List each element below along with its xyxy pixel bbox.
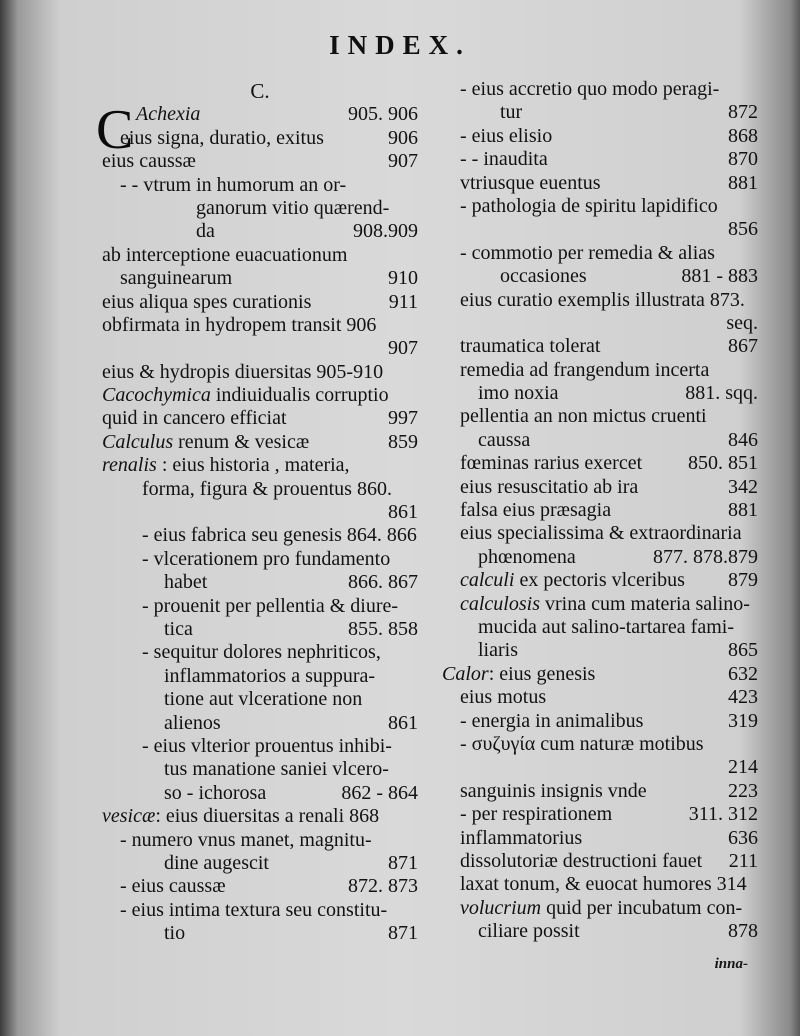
entry-description: remedia ad frangendum incerta xyxy=(460,358,710,381)
page-reference: 850. 851 xyxy=(688,452,758,475)
entry-description: - eius caussæ xyxy=(120,875,226,898)
entry-text xyxy=(164,571,207,594)
page-reference: 214 xyxy=(728,756,758,779)
entry-description: - sequitur dolores nephriticos, xyxy=(142,641,381,664)
entry-text xyxy=(102,314,376,337)
page-reference: 906 xyxy=(388,126,418,149)
index-entry xyxy=(460,195,758,218)
page-reference: 871 xyxy=(388,851,418,874)
index-entry xyxy=(460,756,758,779)
index-entry xyxy=(102,618,418,641)
entry-text xyxy=(460,780,647,803)
entry-text xyxy=(120,899,387,922)
entry-keyword: volucrium xyxy=(460,896,542,919)
entry-description: obfirmata in hydropem transit 906 xyxy=(102,313,377,336)
entry-description: quid per incubatum con- xyxy=(541,896,743,919)
index-entry xyxy=(102,782,418,805)
page-reference: 872 xyxy=(728,101,758,124)
entry-description: dine augescit xyxy=(164,851,269,874)
index-entry xyxy=(460,897,758,920)
entry-text xyxy=(478,429,530,452)
index-entry xyxy=(102,454,418,477)
entry-description: dissolutoriæ destructioni fauet xyxy=(460,849,703,872)
entry-text xyxy=(478,616,734,639)
index-entry xyxy=(460,312,758,335)
entry-description: - eius vlterior prouentus inhibi- xyxy=(142,734,392,757)
entry-text xyxy=(102,244,347,267)
entry-description: liaris xyxy=(478,639,518,662)
entry-text xyxy=(120,127,324,150)
entry-keyword: vesicæ xyxy=(102,805,156,828)
entry-text xyxy=(460,803,612,826)
entry-keyword: Achexia xyxy=(136,103,201,126)
index-entry xyxy=(460,920,758,943)
page-reference: 871 xyxy=(388,922,418,945)
page-reference: 423 xyxy=(728,686,758,709)
page-reference: 846 xyxy=(728,428,758,451)
entry-text xyxy=(460,593,750,616)
entry-description: : eius diuersitas a renali 868 xyxy=(155,805,380,828)
index-entry xyxy=(460,148,758,171)
index-entry xyxy=(102,384,418,407)
page-reference: 879 xyxy=(728,569,758,592)
entry-text xyxy=(102,805,379,828)
index-entry xyxy=(102,244,418,267)
entry-description: inflammatorios a suppura- xyxy=(164,664,376,687)
entry-text xyxy=(460,897,742,920)
entry-text xyxy=(478,546,576,569)
index-entry xyxy=(460,476,758,499)
index-entry xyxy=(460,569,758,592)
page-reference: 311. 312 xyxy=(688,803,758,826)
index-entry xyxy=(102,150,418,173)
index-entry xyxy=(102,899,418,922)
entry-text xyxy=(460,289,745,312)
index-entry xyxy=(460,593,758,616)
entry-text xyxy=(164,618,193,641)
entry-text xyxy=(136,103,200,126)
entry-text xyxy=(142,735,392,758)
page-reference: 861 xyxy=(388,711,418,734)
entry-description: traumatica tolerat xyxy=(460,335,601,358)
entry-description: - commotio per remedia & alias xyxy=(460,241,715,264)
entry-text xyxy=(164,712,221,735)
index-entry xyxy=(460,429,758,452)
entry-description: - eius intima textura seu constitu- xyxy=(120,898,388,921)
entry-description: - prouenit per pellentia & diure- xyxy=(142,594,399,617)
drop-cap-letter: C xyxy=(96,99,134,162)
entry-text xyxy=(164,922,185,945)
page-reference: 855. 858 xyxy=(348,617,418,640)
index-entry xyxy=(102,665,418,688)
entry-description: ab interceptione euacuationum xyxy=(102,243,348,266)
entry-description: ganorum vitio quærend- xyxy=(196,196,390,219)
index-entry xyxy=(102,875,418,898)
index-entry xyxy=(460,827,758,850)
entry-description: laxat tonum, & euocat humores 314 xyxy=(460,873,747,896)
index-entry xyxy=(460,359,758,382)
entry-description: tio xyxy=(164,922,186,945)
page-reference: 881. sqq. xyxy=(685,382,758,405)
index-entry xyxy=(102,291,418,314)
entry-text xyxy=(478,639,518,662)
index-entry xyxy=(102,337,418,360)
entry-keyword: renalis xyxy=(102,454,157,477)
entry-description: ciliare possit xyxy=(478,920,580,943)
entry-description: eius motus xyxy=(460,686,547,709)
entry-text xyxy=(142,595,398,618)
entry-description: alienos xyxy=(164,711,221,734)
index-entry xyxy=(460,616,758,639)
entry-description: mucida aut salino-tartarea fami- xyxy=(478,615,734,638)
page-reference: 878 xyxy=(728,920,758,943)
entry-text xyxy=(102,431,309,454)
page-reference: 907 xyxy=(388,337,418,360)
entry-text xyxy=(460,476,638,499)
entry-text xyxy=(460,78,719,101)
entry-description: - eius elisio xyxy=(460,124,553,147)
entry-description: quid in cancero efficiat xyxy=(102,407,287,430)
entry-description: eius caussæ xyxy=(102,150,196,173)
entry-text xyxy=(460,242,715,265)
index-entry xyxy=(102,712,418,735)
entry-text xyxy=(102,454,350,477)
entry-description: eius resuscitatio ab ira xyxy=(460,475,639,498)
entry-text xyxy=(142,524,417,547)
entry-text xyxy=(120,875,226,898)
entry-text xyxy=(164,758,389,781)
page-reference: seq. xyxy=(726,311,758,334)
index-entry xyxy=(460,335,758,358)
entry-description: - - inaudita xyxy=(460,148,548,171)
index-entry xyxy=(102,735,418,758)
page-reference: 861 xyxy=(388,501,418,524)
entry-description: tica xyxy=(164,617,193,640)
entry-description: da xyxy=(196,220,215,243)
index-entry xyxy=(102,314,418,337)
entry-description: so - ichorosa xyxy=(164,781,267,804)
entry-text xyxy=(142,548,390,571)
index-entry xyxy=(102,571,418,594)
page-reference: 997 xyxy=(388,407,418,430)
page-reference: 862 - 864 xyxy=(341,781,418,804)
entry-text xyxy=(460,452,642,475)
entry-description: ex pectoris vlceribus xyxy=(514,569,685,592)
index-entry xyxy=(460,125,758,148)
entry-text xyxy=(460,873,747,896)
index-entry xyxy=(102,829,418,852)
entry-text xyxy=(164,782,266,805)
entry-description: eius & hydropis diuersitas 905-910 xyxy=(102,360,384,383)
index-entry xyxy=(102,267,418,290)
index-entry xyxy=(102,431,418,454)
entry-keyword: calculi xyxy=(460,569,515,592)
page-reference: 872. 873 xyxy=(348,875,418,898)
entry-description: occasiones xyxy=(500,265,587,288)
index-entry xyxy=(102,852,418,875)
entry-description: - συζυγία cum naturæ motibus xyxy=(460,732,704,755)
page-reference: 870 xyxy=(728,148,758,171)
entry-text xyxy=(500,265,587,288)
entry-text xyxy=(460,733,704,756)
entry-description: eius signa, duratio, exitus xyxy=(120,126,324,149)
entry-description: vtriusque euentus xyxy=(460,171,601,194)
index-entry xyxy=(102,361,418,384)
entry-text xyxy=(460,405,707,428)
entry-description: falsa eius præsagia xyxy=(460,499,612,522)
entry-text xyxy=(478,920,580,943)
index-entry xyxy=(102,220,418,243)
entry-text xyxy=(460,125,552,148)
entry-description: vrina cum materia salino- xyxy=(540,592,750,615)
entry-text xyxy=(196,197,389,220)
page-reference: 910 xyxy=(388,267,418,290)
entry-text xyxy=(442,663,595,686)
index-entry xyxy=(460,733,758,756)
entry-keyword: calculosis xyxy=(460,592,540,615)
entry-text xyxy=(460,850,702,873)
entry-description: pellentia an non mictus cruenti xyxy=(460,405,707,428)
page-reference: 907 xyxy=(388,150,418,173)
page-reference: 905. 906 xyxy=(348,103,418,126)
entry-text xyxy=(460,195,718,218)
entry-text xyxy=(196,220,215,243)
index-entry xyxy=(460,265,758,288)
left-column xyxy=(96,79,418,945)
entry-text xyxy=(460,172,601,195)
entry-text xyxy=(142,641,381,664)
page-header: INDEX. xyxy=(329,30,471,60)
entry-text xyxy=(164,852,269,875)
index-entry xyxy=(460,780,758,803)
index-entry xyxy=(460,218,758,241)
entry-text xyxy=(164,688,362,711)
index-entry xyxy=(442,663,758,686)
entry-description: eius aliqua spes curationis xyxy=(102,290,312,313)
index-entry xyxy=(460,850,758,873)
entry-text xyxy=(460,499,611,522)
entry-text xyxy=(500,101,522,124)
entry-description: - vlcerationem pro fundamento xyxy=(142,547,391,570)
page-reference: 911 xyxy=(388,290,418,313)
page-reference: 865 xyxy=(728,639,758,662)
entry-text xyxy=(120,174,346,197)
page-reference: 223 xyxy=(728,779,758,802)
entry-description: forma, figura & prouentus 860. xyxy=(142,477,392,500)
index-entry xyxy=(102,758,418,781)
entry-description: indiuidualis corruptio xyxy=(210,384,389,407)
entry-description: - eius accretio quo modo peragi- xyxy=(460,78,720,100)
entry-text xyxy=(102,384,389,407)
index-entry xyxy=(460,172,758,195)
index-entry xyxy=(460,452,758,475)
entry-description: - numero vnus manet, magnitu- xyxy=(120,828,372,851)
entry-description: - eius fabrica seu genesis 864. 866 xyxy=(142,524,417,547)
index-entry xyxy=(460,546,758,569)
entry-description: tur xyxy=(500,101,523,124)
entry-description: - - vtrum in humorum an or- xyxy=(120,173,347,196)
page-reference: 881 xyxy=(728,171,758,194)
index-entry xyxy=(460,101,758,124)
index-entry xyxy=(102,688,418,711)
entry-description: caussa xyxy=(478,428,531,451)
page-reference: 868 xyxy=(728,124,758,147)
entry-description: phœnomena xyxy=(478,545,576,568)
page-reference: 877. 878.879 xyxy=(653,545,758,568)
entry-description: - energia in animalibus xyxy=(460,709,644,732)
entry-description: : eius genesis xyxy=(488,662,596,685)
page-reference: 881 - 883 xyxy=(681,265,758,288)
entry-text xyxy=(102,291,311,314)
entry-keyword: Calor xyxy=(442,662,489,685)
entry-description: - pathologia de spiritu lapidifico xyxy=(460,194,718,217)
entry-description: eius curatio exemplis illustrata 873. xyxy=(460,288,745,311)
entry-description: sanguinearum xyxy=(120,267,233,290)
index-entry xyxy=(102,595,418,618)
index-entry xyxy=(460,522,758,545)
index-entry xyxy=(460,710,758,733)
entry-text xyxy=(460,827,582,850)
entry-text xyxy=(142,478,392,501)
section-letter xyxy=(102,80,418,103)
entry-description: tus manatione saniei vlcero- xyxy=(164,758,389,781)
index-entry xyxy=(460,382,758,405)
entry-text xyxy=(460,148,548,171)
index-entry xyxy=(460,78,758,101)
section-letter-text: C. xyxy=(250,79,270,103)
index-entry xyxy=(102,174,418,197)
entry-text xyxy=(460,522,742,545)
index-entry xyxy=(102,805,418,828)
entry-text xyxy=(102,407,287,430)
entry-text xyxy=(460,359,709,382)
entry-description: tione aut vlceratione non xyxy=(164,688,363,711)
page-reference: 632 xyxy=(728,662,758,685)
entry-text xyxy=(102,361,383,384)
page-reference: 866. 867 xyxy=(348,571,418,594)
index-entry xyxy=(460,499,758,522)
index-entry xyxy=(460,405,758,428)
page-reference: 319 xyxy=(728,709,758,732)
entry-text xyxy=(478,382,559,405)
entry-description: : eius historia , materia, xyxy=(156,454,350,477)
entry-description: eius specialissima & extraordinaria xyxy=(460,522,742,545)
entry-text xyxy=(460,569,685,592)
entry-description: imo noxia xyxy=(478,382,559,405)
index-entry xyxy=(102,922,418,945)
entry-description: habet xyxy=(164,571,208,594)
index-entry xyxy=(102,127,418,150)
entry-text xyxy=(460,335,600,358)
index-entry xyxy=(102,524,418,547)
index-entry xyxy=(102,478,418,501)
index-entry xyxy=(102,641,418,664)
page-reference: 342 xyxy=(728,475,758,498)
entry-keyword: Calculus xyxy=(102,430,174,453)
index-entry xyxy=(102,501,418,524)
index-entry xyxy=(460,686,758,709)
index-entry xyxy=(460,639,758,662)
index-entry xyxy=(460,873,758,896)
entry-description: fœminas rarius exercet xyxy=(460,452,643,475)
entry-text xyxy=(164,665,375,688)
page-reference: 881 xyxy=(728,499,758,522)
index-entry xyxy=(102,197,418,220)
right-column xyxy=(442,78,758,943)
entry-description: - per respirationem xyxy=(460,803,613,826)
index-entry xyxy=(102,407,418,430)
entry-keyword: Cacochymica xyxy=(102,384,211,407)
page-reference: 211 xyxy=(728,849,758,872)
index-entry xyxy=(460,289,758,312)
entry-text xyxy=(120,829,372,852)
entry-text xyxy=(120,267,232,290)
entry-description: sanguinis insignis vnde xyxy=(460,779,647,802)
index-entry xyxy=(102,548,418,571)
index-entry xyxy=(460,242,758,265)
page-reference: 859 xyxy=(388,430,418,453)
page-reference: 636 xyxy=(728,826,758,849)
entry-description: inflammatorius xyxy=(460,826,583,849)
catchword: inna- xyxy=(714,956,748,972)
entry-text xyxy=(460,710,643,733)
entry-description: renum & vesicæ xyxy=(173,430,310,453)
page-reference: 856 xyxy=(728,218,758,241)
index-entry xyxy=(460,803,758,826)
page-reference: 867 xyxy=(728,335,758,358)
entry-text xyxy=(102,150,196,173)
entry-text xyxy=(460,686,546,709)
page-reference: 908.909 xyxy=(353,220,418,243)
